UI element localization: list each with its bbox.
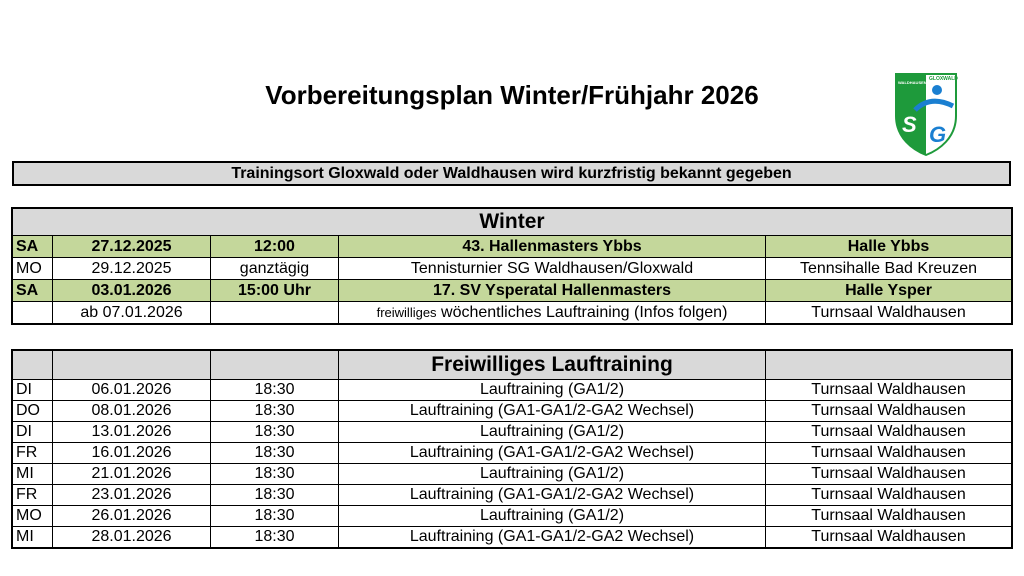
location-cell: Tennsihalle Bad Kreuzen: [766, 258, 1012, 280]
page-title: Vorbereitungsplan Winter/Frühjahr 2026: [265, 80, 759, 110]
location-cell: Turnsaal Waldhausen: [766, 464, 1012, 485]
lauftraining-table: [12, 350, 1012, 548]
table-row: [13, 464, 1012, 485]
event-text: wöchentliches Lauftraining (Infos folgen): [441, 303, 728, 321]
event-cell: Tennisturnier SG Waldhausen/Gloxwald: [339, 258, 766, 280]
lauftraining-header: Freiwilliges Lauftraining: [339, 351, 766, 380]
date-cell: 26.01.2026: [53, 506, 211, 527]
lauftraining-header-row: [13, 351, 1012, 380]
header-blank-cell: [53, 351, 211, 380]
event-cell: 43. Hallenmasters Ybbs: [339, 236, 766, 258]
time-cell: 15:00 Uhr: [211, 280, 339, 302]
table-row: [13, 401, 1012, 422]
day-cell: MO: [13, 506, 53, 527]
time-cell: 18:30: [211, 464, 339, 485]
event-cell: Lauftraining (GA1-GA1/2-GA2 Wechsel): [339, 485, 766, 506]
location-cell: Turnsaal Waldhausen: [766, 380, 1012, 401]
location-cell: Turnsaal Waldhausen: [766, 485, 1012, 506]
day-cell: FR: [13, 443, 53, 464]
date-cell: 13.01.2026: [53, 422, 211, 443]
date-cell: 03.01.2026: [53, 280, 211, 302]
day-cell: MI: [13, 527, 53, 548]
location-cell: Turnsaal Waldhausen: [766, 443, 1012, 464]
event-cell: Lauftraining (GA1/2): [339, 506, 766, 527]
header-blank-cell: [13, 351, 53, 380]
day-cell: MI: [13, 464, 53, 485]
time-cell: 18:30: [211, 485, 339, 506]
header-blank-cell: [211, 351, 339, 380]
date-cell: 21.01.2026: [53, 464, 211, 485]
logo-side-text: WALDHAUSEN: [898, 80, 927, 85]
event-cell: Lauftraining (GA1-GA1/2-GA2 Wechsel): [339, 401, 766, 422]
location-cell: Turnsaal Waldhausen: [766, 302, 1012, 324]
time-cell: 18:30: [211, 527, 339, 548]
event-cell: [339, 302, 766, 324]
day-cell: FR: [13, 485, 53, 506]
time-cell: 18:30: [211, 443, 339, 464]
day-cell: DI: [13, 380, 53, 401]
table-row: [13, 485, 1012, 506]
date-cell: 29.12.2025: [53, 258, 211, 280]
time-cell: 18:30: [211, 380, 339, 401]
time-cell: 18:30: [211, 401, 339, 422]
date-cell: 23.01.2026: [53, 485, 211, 506]
winter-table: [12, 208, 1012, 324]
header-blank-cell: [766, 351, 1012, 380]
date-cell: 27.12.2025: [53, 236, 211, 258]
table-row: [13, 422, 1012, 443]
location-cell: Turnsaal Waldhausen: [766, 422, 1012, 443]
day-cell: DO: [13, 401, 53, 422]
table-row: [13, 506, 1012, 527]
event-cell: Lauftraining (GA1/2): [339, 380, 766, 401]
table-row: [13, 258, 1012, 280]
location-cell: Halle Ysper: [766, 280, 1012, 302]
table-row: [13, 280, 1012, 302]
date-cell: 08.01.2026: [53, 401, 211, 422]
date-cell: 06.01.2026: [53, 380, 211, 401]
location-cell: Turnsaal Waldhausen: [766, 506, 1012, 527]
time-cell: 18:30: [211, 422, 339, 443]
day-cell: SA: [13, 236, 53, 258]
time-cell: [211, 302, 339, 324]
day-cell: DI: [13, 422, 53, 443]
date-cell: 16.01.2026: [53, 443, 211, 464]
location-cell: Turnsaal Waldhausen: [766, 401, 1012, 422]
day-cell: SA: [13, 280, 53, 302]
event-cell: Lauftraining (GA1/2): [339, 422, 766, 443]
event-cell: 17. SV Ysperatal Hallenmasters: [339, 280, 766, 302]
table-row: [13, 380, 1012, 401]
logo-letter-g: G: [929, 122, 947, 147]
time-cell: 12:00: [211, 236, 339, 258]
table-row: [13, 236, 1012, 258]
location-cell: Halle Ybbs: [766, 236, 1012, 258]
event-prefix: freiwilliges: [376, 304, 437, 320]
date-cell: ab 07.01.2026: [53, 302, 211, 324]
time-cell: 18:30: [211, 506, 339, 527]
table-row: [13, 443, 1012, 464]
table-row: [13, 527, 1012, 548]
event-cell: Lauftraining (GA1/2): [339, 464, 766, 485]
logo-top-text: GLOXWALD: [929, 76, 958, 82]
location-cell: Turnsaal Waldhausen: [766, 527, 1012, 548]
day-cell: MO: [13, 258, 53, 280]
training-location-banner: Trainingsort Gloxwald oder Waldhausen wird kurzfristig bekannt gegeben: [12, 161, 1011, 186]
event-cell: Lauftraining (GA1-GA1/2-GA2 Wechsel): [339, 443, 766, 464]
event-cell: Lauftraining (GA1-GA1/2-GA2 Wechsel): [339, 527, 766, 548]
logo-letter-s: S: [902, 112, 917, 137]
winter-header-row: [13, 209, 1012, 236]
club-logo: [893, 70, 959, 156]
table-row: [13, 302, 1012, 324]
time-cell: ganztägig: [211, 258, 339, 280]
winter-header: Winter: [13, 209, 1012, 236]
day-cell: [13, 302, 53, 324]
date-cell: 28.01.2026: [53, 527, 211, 548]
